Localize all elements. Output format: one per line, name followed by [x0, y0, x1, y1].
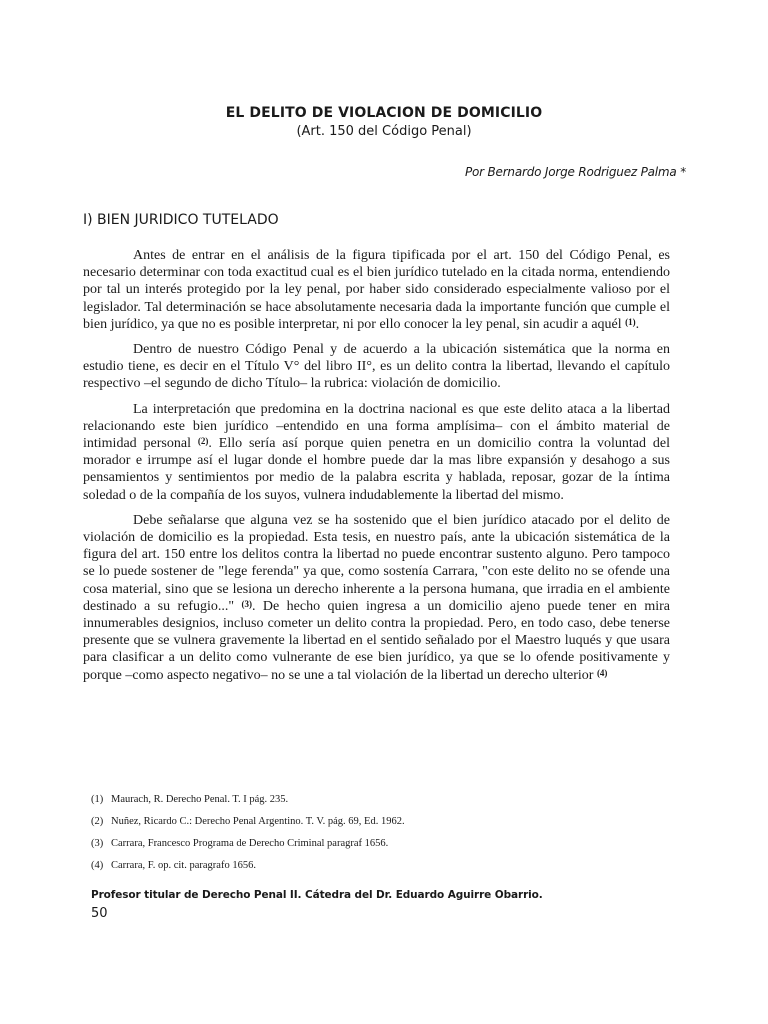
footnote-marker: (1) — [625, 316, 636, 327]
footnote-marker: (3) — [241, 598, 253, 609]
footnote — [91, 837, 651, 859]
article-subtitle: (Art. 150 del Código Penal) — [296, 124, 472, 139]
footnote — [91, 859, 651, 881]
paragraph-text: La interpretación que predomina en la doctrina nacional es que este delito ataca a la libertad relacionando este bien jurídico –entendido en una forma amplísima– con el ámbito material de intimidad personal — [83, 401, 670, 452]
body-paragraph — [83, 401, 670, 504]
footnote-number: (3) — [91, 838, 104, 849]
paragraph-text: Dentro de nuestro Código Penal y de acuerdo a la ubicación sistemática que la norma en estudio tiene, es decir en el Título V° del libro II°, es un delito contra la libertad, llevando el capítulo respectivo –el segundo de dicho Título– la rubrica: violación de domicilio. — [83, 342, 670, 392]
author-affiliation-note: Profesor titular de Derecho Penal II. Cátedra del Dr. Eduardo Aguirre Obarrio. — [91, 889, 543, 901]
footnote — [91, 793, 651, 815]
footnotes — [91, 793, 651, 881]
footnote-number: (2) — [91, 816, 104, 827]
footnote-text: Carrara, Francesco Programa de Derecho Criminal paragraf 1656. — [111, 838, 389, 849]
body-text — [83, 247, 670, 692]
paragraph-text: . Ello sería así porque quien penetra en un domicilio contra la voluntad del morador e irrumpe así el lugar donde el hombre puede dar la mas libre expansión y desahogo a sus pensamientos y sentimientos por medio de la palabra escrita y hablada, reposar, gozar de la íntima soledad o de la compañía de los suyos, vulnera indudablemente la libertad del mismo. — [83, 436, 670, 503]
footnote-number: (4) — [91, 860, 104, 871]
footnote-text: Nuñez, Ricardo C.: Derecho Penal Argentino. T. V. pág. 69, Ed. 1962. — [111, 816, 405, 827]
footnote-marker: (4) — [596, 667, 608, 678]
body-paragraph — [83, 341, 670, 393]
paragraph-text: Antes de entrar en el análisis de la figura tipificada por el art. 150 del Código Penal, es necesario determinar con toda exactitud cual es el bien jurídico tutelado en la citada norma, entendiendo por tal un interés protegido por la ley penal, por haber sido considerado especialmente valioso por el legislador. Tal determinación se hace absolutamente necesaria dada la importante función que cumple el bien jurídico, ya que no es posible interpretar, ni por ello conocer la ley penal, sin acudir a aquél — [83, 248, 670, 332]
footnote-number: (1) — [91, 794, 104, 805]
article-title: EL DELITO DE VIOLACION DE DOMICILIO — [225, 105, 543, 121]
paragraph-text: . De hecho quien ingresa a un domicilio ajeno puede tener en mira innumerables designios, incluso cometer un delito contra la propiedad. Pero, en todo caso, debe tenerse presente que se vulnera gravemente la libertad en el sentido señalado por el Maestro luqués y que usara para clasificar a un delito como vulnerante de ese bien jurídico, ya que se lo ofende positivamente y porque –como aspecto negativo– no se une a tal violación de la libertad un derecho ulterior — [83, 598, 670, 683]
paragraph-text: . — [635, 316, 640, 332]
footnote-text: Maurach, R. Derecho Penal. T. I pág. 235. — [111, 794, 289, 805]
page-number: 50 — [91, 906, 108, 921]
footnote — [91, 815, 651, 837]
paragraph-text: Debe señalarse que alguna vez se ha sostenido que el bien jurídico atacado por el delito de violación de domicilio es la propiedad. Esta tesis, en nuestro país, ante la ubicación sistemática de la figura del art. 150 entre los delitos contra la libertad no puede encontrar sustento alguno. Pero tampoco se lo puede sostener de "lege ferenda" ya que, como sostenía Carrara, "con este delito no se ofende una cosa material, sino que se lesiona un derecho inherente a la persona humana, que irradia en el ambiente destinado a su refugio..." — [83, 512, 670, 614]
body-paragraph — [83, 512, 670, 684]
footnote-text: Carrara, F. op. cit. paragrafo 1656. — [111, 860, 256, 871]
body-paragraph — [83, 247, 670, 333]
author-line: Por Bernardo Jorge Rodriguez Palma * — [464, 165, 686, 179]
footnote-marker: (2) — [197, 436, 209, 447]
section-heading: I) BIEN JURIDICO TUTELADO — [83, 212, 279, 228]
